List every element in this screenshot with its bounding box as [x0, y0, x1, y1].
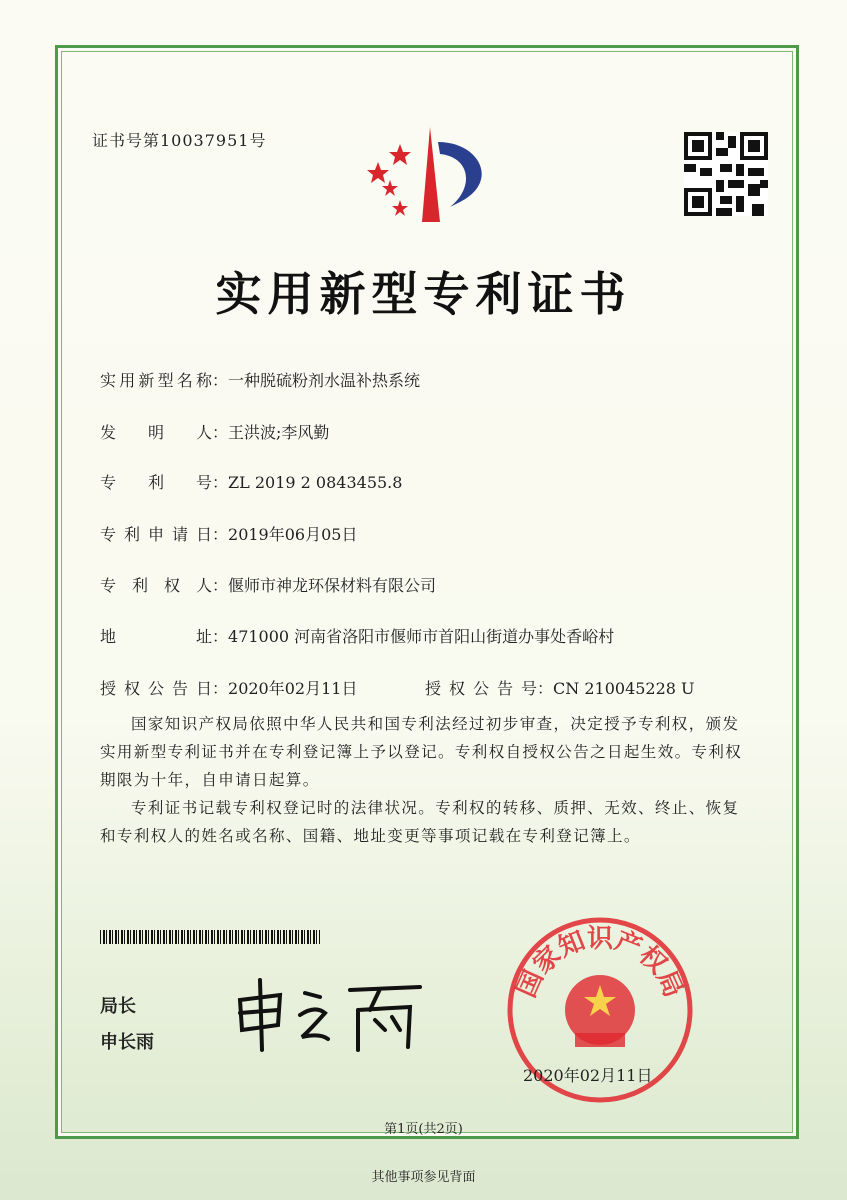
field-value: 偃师市神龙环保材料有限公司: [228, 576, 437, 595]
field-label: 发明人: [100, 423, 212, 442]
qr-code: [684, 132, 768, 216]
paragraph: 国家知识产权局依照中华人民共和国专利法经过初步审查，决定授予专利权，颁发实用新型专利证书并在专利登记簿上予以登记。专利权自授权公告之日起生效。专利权期限为十年，自申请日起算。: [100, 715, 743, 789]
field-label: 专利权人: [100, 576, 212, 595]
field-grant-number: 授权公告号：CN 210045228 U: [425, 676, 695, 699]
back-note: 其他事项参见背面: [371, 1170, 476, 1185]
field-grant-date: 授权公告日：2020年02月11日: [100, 676, 357, 699]
field-label: 专利号: [100, 473, 212, 492]
certificate-number: 证书号第10037951号: [92, 131, 267, 150]
seal-date: 2020年02月11日: [523, 1066, 653, 1085]
director-title: 局长: [100, 996, 136, 1017]
field-label: 地址: [100, 627, 212, 646]
field-value: 471000 河南省洛阳市偃师市首阳山街道办事处香峪村: [228, 627, 615, 646]
cnipa-logo-icon: [360, 122, 495, 227]
field-value: 2020年02月11日: [228, 679, 358, 698]
field-address: 地址：471000 河南省洛阳市偃师市首阳山街道办事处香峪村: [100, 624, 614, 647]
document-title: 实用新型专利证书: [215, 267, 632, 321]
director-name: 申长雨: [100, 1032, 154, 1053]
field-label: 实用新型名称: [100, 371, 212, 390]
field-value: 一种脱硫粉剂水温补热系统: [228, 371, 421, 390]
field-value: 2019年06月05日: [228, 525, 358, 544]
field-patentee: 专利权人：偃师市神龙环保材料有限公司: [100, 573, 436, 596]
field-inventors: 发明人：王洪波;李风勤: [100, 420, 329, 443]
field-label: 授权公告号: [425, 679, 537, 698]
field-application-date: 专利申请日：2019年06月05日: [100, 522, 357, 545]
director-signature: [230, 975, 430, 1055]
field-label: 专利申请日: [100, 525, 212, 544]
barcode: [100, 930, 320, 944]
field-utility-model-name: 实用新型名称：一种脱硫粉剂水温补热系统: [100, 368, 420, 391]
field-value: ZL 2019 2 0843455.8: [228, 473, 403, 492]
field-patent-number: 专利号：ZL 2019 2 0843455.8: [100, 470, 402, 493]
seal-text: 国家知识产权局: [511, 924, 689, 1003]
page-indicator: 第1页(共2页): [384, 1122, 463, 1137]
paragraph: 专利证书记载专利权登记时的法律状况。专利权的转移、质押、无效、终止、恢复和专利权人的姓名或名称、国籍、地址变更等事项记载在专利登记簿上。: [100, 799, 740, 845]
field-value: CN 210045228 U: [553, 679, 695, 698]
field-value: 王洪波;李风勤: [228, 423, 330, 442]
certificate-statement: [100, 710, 750, 850]
field-label: 授权公告日: [100, 679, 212, 698]
